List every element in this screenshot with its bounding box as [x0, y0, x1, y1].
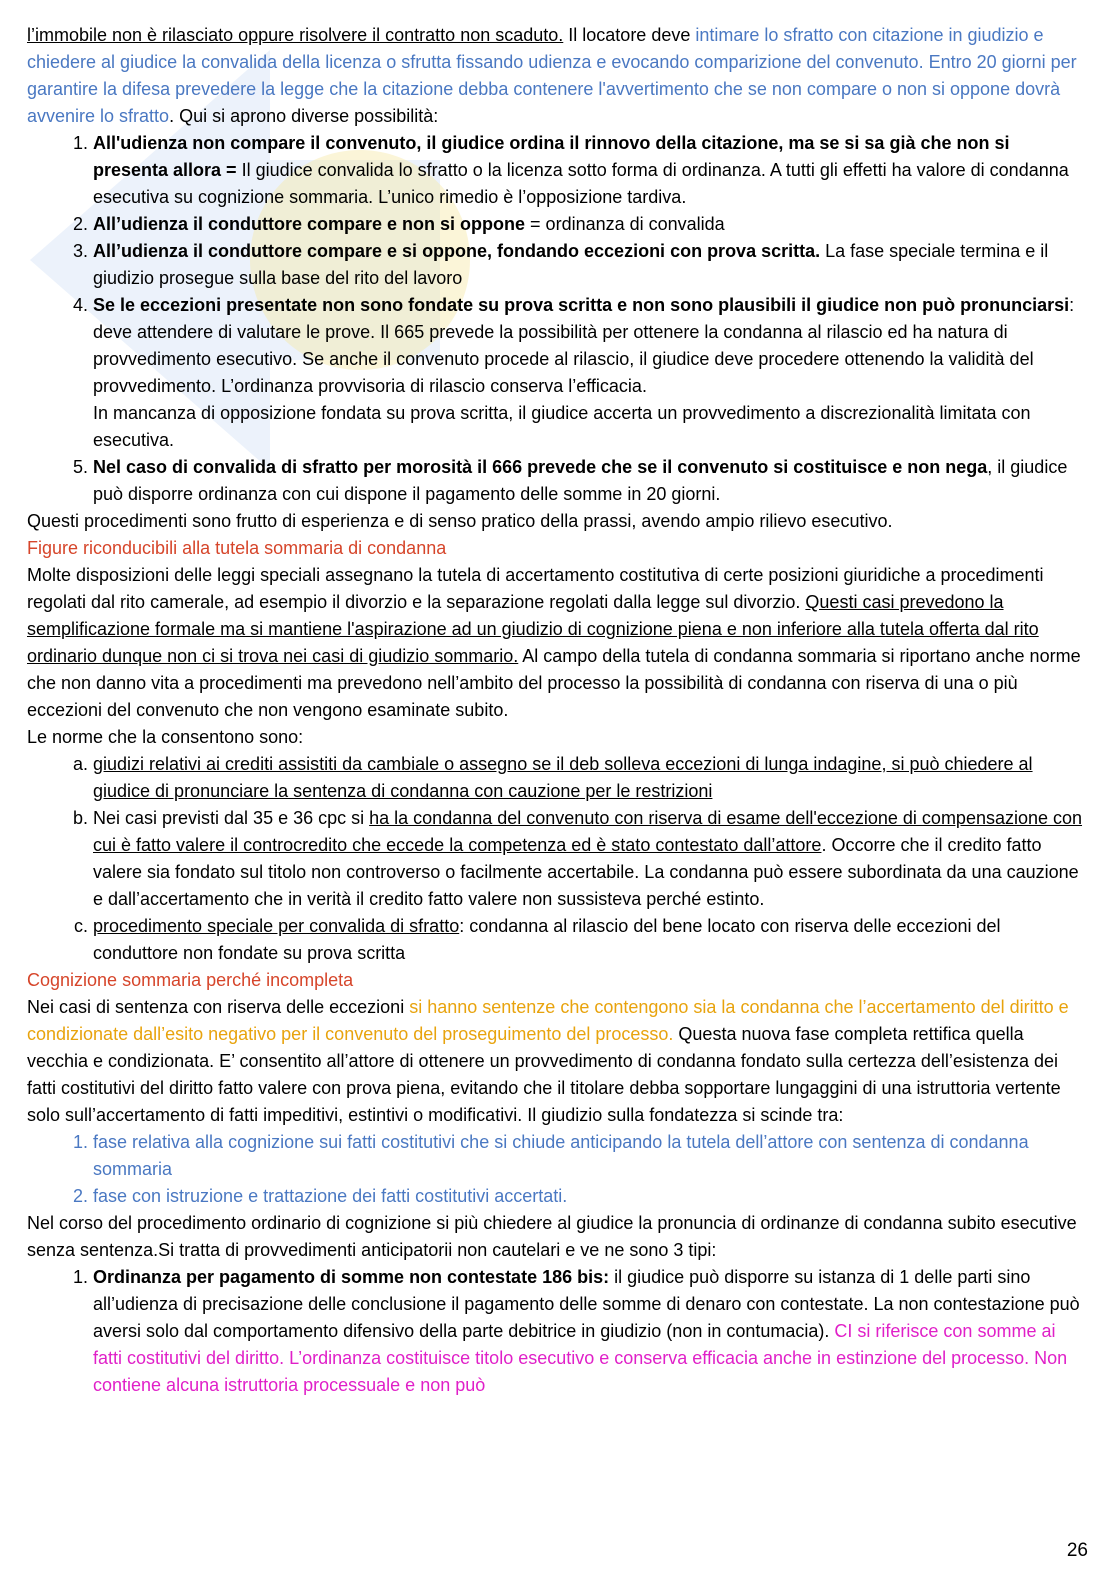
- paragraph: [27, 562, 1089, 724]
- intro-highlight-blue: intimare lo sfratto con citazione in giudizio e chiedere al giudice la convalida della licenza o sfrutta fissando udienza e evocando comparizione del convenuto. Entro 20 giorni per garantire la difesa prevedere la legge che la citazione debba contenere l'avvertimento che se non compare o non si oppone dovrà avvenire lo sfratto: [27, 25, 1077, 126]
- list-item-text: La fase speciale termina e il giudizio prosegue sulla base del rito del lavoro: [93, 241, 1049, 288]
- list-item-text: : condanna al rilascio del bene locato con riserva delle eccezioni del conduttore non fondate su prova scritta: [93, 916, 1001, 963]
- sfratto-possibilities-list: [27, 130, 1089, 508]
- section-heading: Figure riconducibili alla tutela sommaria di condanna: [27, 538, 447, 558]
- list-item-highlight-magenta: CI si riferisce con somme ai fatti costitutivi del diritto. L’ordinanza costituisce titolo esecutivo e conserva efficacia anche in estinzione del processo. Non contiene alcuna istruttoria processuale e non può: [93, 1321, 1068, 1395]
- phases-list: [27, 1129, 1089, 1210]
- list-item: [93, 1264, 1089, 1399]
- list-item-text: Nei casi previsti dal 35 e 36 cpc si: [93, 808, 370, 828]
- paragraph-text: Nei casi di sentenza con riserva delle eccezioni: [27, 997, 410, 1017]
- list-item: [93, 130, 1089, 211]
- list-item-underlined: giudizi relativi ai crediti assistiti da cambiale o assegno se il deb solleva eccezioni di lunga indagine, si può chiedere al giudice di pronunciare la sentenza di condanna con cauzione per le restrizioni: [93, 754, 1033, 801]
- list-item-bold: Ordinanza per pagamento di somme non contestate 186 bis:: [93, 1267, 610, 1287]
- paragraph-text: Molte disposizioni delle leggi speciali assegnano la tutela di accertamento costitutiva di certe posizioni giuridiche a procedimenti regolati dal rito camerale, ad esempio il divorzio e la separazione regolati dalla legge sul divorzio.: [27, 565, 1044, 612]
- list-item: [93, 913, 1089, 967]
- list-item-text: , il giudice può disporre ordinanza con cui dispone il pagamento delle somme in 20 giorni.: [93, 457, 1068, 504]
- list-item-bold: All’udienza il conduttore compare e si oppone, fondando eccezioni con prova scritta.: [93, 241, 821, 261]
- norms-list: [27, 751, 1089, 967]
- list-item-bold: Se le eccezioni presentate non sono fondate su prova scritta e non sono plausibili il giudice non può pronunciarsi: [93, 295, 1070, 315]
- list-item: [93, 238, 1089, 292]
- list-item-text: = ordinanza di convalida: [525, 214, 725, 234]
- section-heading: Cognizione sommaria perché incompleta: [27, 970, 354, 990]
- list-item-bold: All’udienza il conduttore compare e non si oppone: [93, 214, 526, 234]
- list-item: [93, 292, 1089, 454]
- page-number: 26: [1066, 1540, 1088, 1561]
- paragraph: [27, 994, 1089, 1129]
- intro-text-end: . Qui si aprono diverse possibilità:: [169, 106, 439, 126]
- list-item-text: il giudice può disporre su istanza di 1 delle parti sino all’udienza di precisazione delle conclusione il pagamento delle somme di denaro con contestate. La non contestazione può aversi solo dal comportamento difensivo della parte debitrice in giudizio (non in contumacia).: [93, 1267, 1080, 1341]
- paragraph: Nel corso del procedimento ordinario di cognizione si più chiedere al giudice la pronuncia di ordinanze di condanna subito esecutive senza sentenza.Si tratta di provvedimenti anticipatorii non cautelari e ve ne sono 3 tipi:: [27, 1213, 1077, 1260]
- list-item: [93, 454, 1089, 508]
- list-item-underlined: procedimento speciale per convalida di sfratto: [93, 916, 460, 936]
- list-item-text: . Occorre che il credito fatto valere sia fondato sul titolo non controverso o facilmente accertabile. La condanna può essere subordinata da una cauzione e dall’accertamento che in verità il credito fatto valere non sussisteva perché estinto.: [93, 835, 1079, 909]
- list-item: 1. fase relativa alla cognizione sui fatti costitutivi che si chiude anticipando la tutela dell’attore con sentenza di condanna sommaria: [93, 1129, 1089, 1183]
- paragraph-highlight-orange: si hanno sentenze che contengono sia la condanna che l’accertamento del diritto e condizionate dall’esito negativo per il convenuto del proseguimento del processo.: [27, 997, 1069, 1044]
- paragraph-underlined-text: Questi casi prevedono la semplificazione formale ma si mantiene l'aspirazione ad un giudizio di cognizione piena e non inferiore alla tutela offerta dal rito ordinario dunque non ci si trova nei casi di giudizio sommario.: [27, 592, 1039, 666]
- intro-paragraph: [27, 22, 1089, 130]
- intro-text: Il locatore deve: [563, 25, 696, 45]
- list-item-text-continued: In mancanza di opposizione fondata su prova scritta, il giudice accerta un provvedimento a discrezionalità limitata con esecutiva.: [93, 403, 1031, 450]
- intro-underlined-text: l’immobile non è rilasciato oppure risolvere il contratto non scaduto.: [27, 25, 564, 45]
- paragraph: Le norme che la consentono sono:: [27, 727, 304, 747]
- list-item-text: Il giudice convalida lo sfratto o la licenza sotto forma di ordinanza. A tutti gli effetti ha valore di condanna esecutiva su cognizione sommaria. L’unico rimedio è l’opposizione tardiva.: [93, 160, 1069, 207]
- list-item-text: : deve attendere di valutare le prove. Il 665 prevede la possibilità per ottenere la condanna al rilascio ed ha natura di provvedimento esecutivo. Se anche il convenuto procede al rilascio, il giudice deve procedere ottenendo la validità del provvedimento. L’ordinanza provvisoria di rilascio conserva l’efficacia.: [93, 295, 1075, 396]
- list-item-bold: Nel caso di convalida di sfratto per morosità il 666 prevede che se il convenuto si costituisce e non nega: [93, 457, 988, 477]
- paragraph-text: Al campo della tutela di condanna sommaria si riportano anche norme che non danno vita a procedimenti ma prevedono nell’ambito del processo la possibilità di condanna con riserva di una o più eccezioni del convenuto che non vengono esaminate subito.: [27, 646, 1081, 720]
- paragraph: Questi procedimenti sono frutto di esperienza e di senso pratico della prassi, avendo ampio rilievo esecutivo.: [27, 511, 893, 531]
- list-item: [93, 751, 1089, 805]
- paragraph-text: Questa nuova fase completa rettifica quella vecchia e condizionata. E’ consentito all’attore di ottenere un provvedimento di condanna fondato sulla certezza dell’esistenza dei fatti costitutivi del diritto fatto valere con prova piena, evitando che il titolare debba sopportare lungaggini di una istruttoria vertente solo sull’accertamento di fatti impeditivi, estintivi o modificativi. Il giudizio sulla fondatezza si scinde tra:: [27, 1024, 1061, 1125]
- ordinances-list: [27, 1264, 1089, 1399]
- document-page: [27, 22, 1089, 1399]
- list-item: [93, 805, 1089, 913]
- list-item-underlined: ha la condanna del convenuto con riserva di esame dell'eccezione di compensazione con cui è fatto valere il controcredito che eccede la competenza ed è stato contestato dall’attore: [93, 808, 1083, 855]
- list-item: 2. fase con istruzione e trattazione dei fatti costitutivi accertati.: [93, 1183, 1089, 1210]
- list-item: [93, 211, 1089, 238]
- list-item-bold: All'udienza non compare il convenuto, il giudice ordina il rinnovo della citazione, ma se si sa già che non si presenta allora =: [93, 133, 1010, 180]
